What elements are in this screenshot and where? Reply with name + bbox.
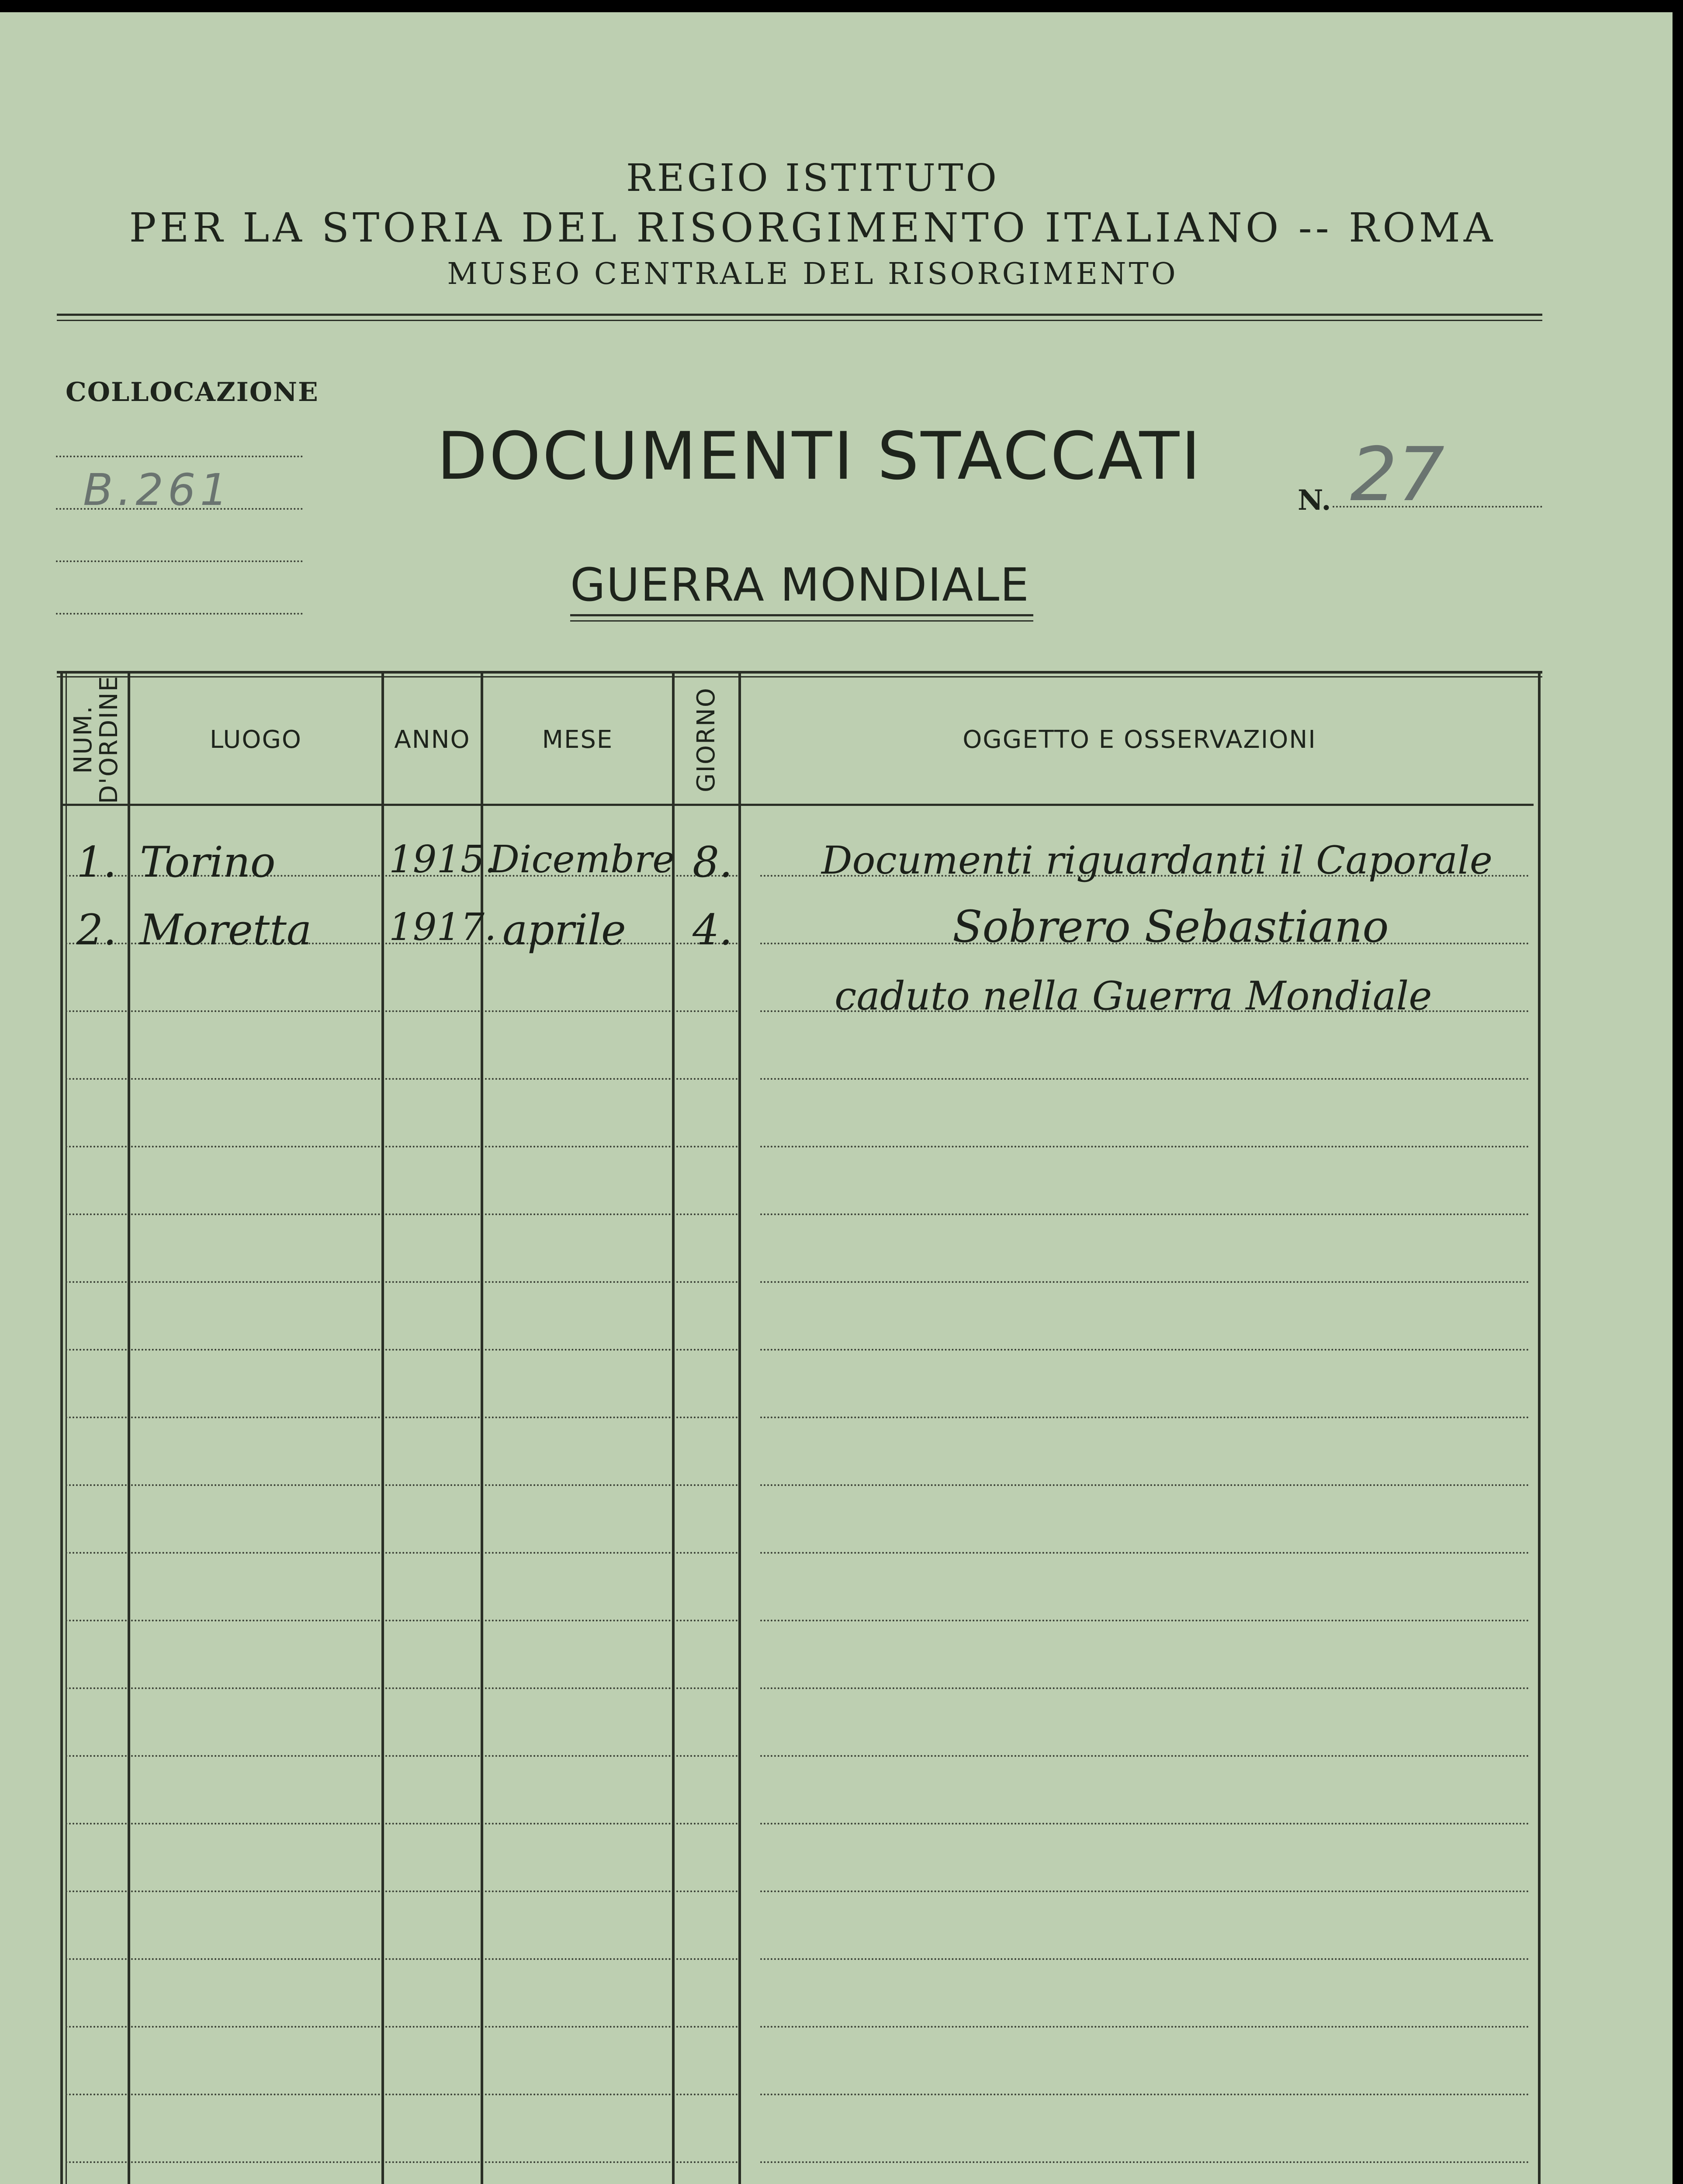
ledger-row-line: [66, 1417, 127, 1418]
ledger-row-line: [385, 1146, 480, 1147]
subtitle: GUERRA MONDIALE: [570, 558, 1030, 612]
museum-name: MUSEO CENTRALE DEL RISORGIMENTO: [447, 257, 1178, 291]
ledger-row-line: [760, 1620, 1529, 1621]
ledger-row-line: [66, 1958, 127, 1960]
ledger-row-line: [760, 1687, 1529, 1689]
column-header-num-label: NUM. D'ORDINE: [69, 675, 123, 804]
column-divider: [1538, 671, 1541, 2184]
oggetto-line-2: Sobrero Sebastiano: [952, 901, 1389, 952]
header-row-bottom: [61, 804, 1534, 806]
header-rule-top: [57, 314, 1542, 316]
ledger-row-line: [385, 1755, 480, 1757]
ledger-row-line: [131, 1010, 380, 1012]
ledger-row-line: [66, 1552, 127, 1554]
collocazione-line: [56, 560, 303, 562]
ledger-row-line: [66, 1349, 127, 1351]
ledger-row-line: [760, 1417, 1529, 1418]
ledger-row-line: [131, 1552, 380, 1554]
ledger-row-line: [385, 2161, 480, 2163]
ledger-row-line: [485, 1687, 671, 1689]
ledger-row-line: [485, 1958, 671, 1960]
ledger-row-line: [66, 1213, 127, 1215]
column-header-giorno-label: GIORNO: [692, 687, 720, 792]
ledger-row-line: [385, 1417, 480, 1418]
column-divider: [66, 671, 67, 2184]
ledger-row-line: [131, 2026, 380, 2028]
column-header-luogo: LUOGO: [210, 725, 302, 754]
ledger-row-line: [66, 1755, 127, 1757]
ledger-row-line: [66, 1620, 127, 1621]
ledger-row-line: [760, 1755, 1529, 1757]
ledger-row-line: [385, 2094, 480, 2095]
ledger-row-line: [66, 1890, 127, 1892]
ledger-row-line: [385, 1213, 480, 1215]
ledger-row-line: [485, 2094, 671, 2095]
number-line: [1333, 506, 1542, 508]
ledger-row-line: [676, 1552, 738, 1554]
ledger-row-line: [760, 1349, 1529, 1351]
row-1-anno: 1915.: [389, 838, 497, 881]
ledger-row-line: [131, 1078, 380, 1080]
ledger-row-line: [66, 1281, 127, 1283]
ledger-row-line: [131, 1281, 380, 1283]
ledger-row-line: [676, 1620, 738, 1621]
ledger-row-line: [760, 1890, 1529, 1892]
ledger-row-line: [131, 2161, 380, 2163]
ledger-row-line: [760, 1213, 1529, 1215]
row-2-mese: aprile: [502, 905, 626, 954]
table-top-border: [57, 671, 1542, 674]
row-2-giorno: 4.: [693, 905, 733, 954]
collocazione-line: [56, 613, 303, 615]
row-1-giorno: 8.: [693, 838, 733, 887]
ledger-row-line: [485, 1823, 671, 1825]
ledger-row-line: [66, 1078, 127, 1080]
ledger-row-line: [385, 1687, 480, 1689]
ledger-row-line: [676, 2161, 738, 2163]
column-header-oggetto: OGGETTO E OSSERVAZIONI: [963, 725, 1316, 754]
institute-full-name: PER LA STORIA DEL RISORGIMENTO ITALIANO -- ROMA: [129, 204, 1496, 251]
column-header-anno: ANNO: [394, 725, 471, 754]
ledger-row-line: [131, 1755, 380, 1757]
ledger-row-line: [676, 1484, 738, 1486]
column-divider: [672, 671, 675, 2184]
ledger-row-line: [676, 2026, 738, 2028]
ledger-row-line: [760, 2026, 1529, 2028]
column-divider: [481, 671, 483, 2184]
row-1-luogo: Torino: [140, 838, 276, 887]
collocazione-value: B.261: [83, 464, 232, 515]
ledger-row-line: [485, 1620, 671, 1621]
ledger-row-line: [66, 1484, 127, 1486]
ledger-row-line: [131, 1823, 380, 1825]
number-label: N.: [1298, 484, 1331, 517]
ledger-row-line: [760, 1484, 1529, 1486]
ledger-row-line: [131, 1687, 380, 1689]
ledger-row-line: [385, 1620, 480, 1621]
column-header-giorno: [675, 676, 738, 803]
ledger-row-line: [676, 1823, 738, 1825]
row-1-mese: Dicembre: [489, 838, 675, 881]
ledger-row-line: [385, 2026, 480, 2028]
oggetto-line-3: caduto nella Guerra Mondiale: [835, 973, 1432, 1019]
ledger-row-line: [676, 1078, 738, 1080]
oggetto-line-1: Documenti riguardanti il Caporale: [821, 838, 1493, 883]
ledger-row-line: [676, 1213, 738, 1215]
ledger-row-line: [385, 1010, 480, 1012]
ledger-row-line: [760, 1078, 1529, 1080]
collocazione-line: [56, 456, 303, 457]
header-rule-bottom: [57, 320, 1542, 321]
ledger-row-line: [485, 1552, 671, 1554]
ledger-row-line: [760, 2094, 1529, 2095]
ledger-row-line: [66, 1146, 127, 1147]
ledger-row-line: [131, 1349, 380, 1351]
ledger-row-line: [676, 1281, 738, 1283]
ledger-row-line: [676, 1958, 738, 1960]
column-header-num: [66, 676, 128, 803]
record-card: [0, 12, 1673, 2184]
ledger-row-line: [131, 1958, 380, 1960]
ledger-row-line: [485, 1349, 671, 1351]
row-1-num: 1.: [76, 838, 117, 887]
number-value: 27: [1350, 432, 1445, 518]
ledger-row-line: [66, 2026, 127, 2028]
ledger-row-line: [485, 1484, 671, 1486]
ledger-row-line: [131, 1890, 380, 1892]
ledger-row-line: [676, 2094, 738, 2095]
subtitle-underline: [570, 614, 1033, 616]
ledger-row-line: [485, 1010, 671, 1012]
ledger-row-line: [760, 2161, 1529, 2163]
ledger-row-line: [66, 1823, 127, 1825]
ledger-row-line: [760, 1823, 1529, 1825]
ledger-row-line: [385, 1484, 480, 1486]
ledger-row-line: [66, 2161, 127, 2163]
ledger-row-line: [131, 1213, 380, 1215]
row-2-luogo: Moretta: [140, 905, 312, 954]
ledger-row-line: [385, 1823, 480, 1825]
column-divider: [128, 671, 130, 2184]
ledger-row-line: [676, 1349, 738, 1351]
ledger-row-line: [131, 1484, 380, 1486]
institute-name: REGIO ISTITUTO: [626, 156, 999, 200]
ledger-row-line: [485, 2161, 671, 2163]
ledger-row-line: [385, 1349, 480, 1351]
row-2-anno: 1917.: [389, 905, 497, 949]
document-title: DOCUMENTI STACCATI: [437, 418, 1202, 494]
ledger-row-line: [131, 1620, 380, 1621]
ledger-row-line: [131, 2094, 380, 2095]
column-divider: [381, 671, 384, 2184]
ledger-row-line: [676, 1687, 738, 1689]
ledger-row-line: [676, 1890, 738, 1892]
ledger-row-line: [385, 1552, 480, 1554]
ledger-row-line: [131, 1146, 380, 1147]
ledger-row-line: [131, 1417, 380, 1418]
ledger-row-line: [760, 1146, 1529, 1147]
ledger-row-line: [66, 1010, 127, 1012]
ledger-row-line: [385, 1078, 480, 1080]
ledger-row-line: [485, 1146, 671, 1147]
collocazione-label: COLLOCAZIONE: [66, 377, 319, 408]
ledger-row-line: [485, 1755, 671, 1757]
ledger-row-line: [676, 1010, 738, 1012]
column-divider: [60, 671, 63, 2184]
ledger-row-line: [676, 1146, 738, 1147]
ledger-row-line: [485, 1078, 671, 1080]
ledger-row-line: [66, 2094, 127, 2095]
column-divider: [738, 671, 741, 2184]
ledger-row-line: [676, 1417, 738, 1418]
ledger-row-line: [485, 1890, 671, 1892]
subtitle-underline: [570, 620, 1033, 622]
ledger-row-line: [66, 1687, 127, 1689]
column-header-mese: MESE: [542, 725, 613, 754]
ledger-row-line: [485, 1213, 671, 1215]
ledger-row-line: [385, 1958, 480, 1960]
collocazione-line: [56, 508, 303, 510]
ledger-row-line: [760, 1281, 1529, 1283]
row-2-num: 2.: [76, 905, 117, 954]
ledger-row-line: [485, 2026, 671, 2028]
ledger-row-line: [385, 1890, 480, 1892]
ledger-row-line: [760, 1552, 1529, 1554]
ledger-row-line: [760, 1958, 1529, 1960]
ledger-row-line: [485, 1281, 671, 1283]
ledger-row-line: [485, 1417, 671, 1418]
ledger-row-line: [676, 1755, 738, 1757]
ledger-row-line: [385, 1281, 480, 1283]
